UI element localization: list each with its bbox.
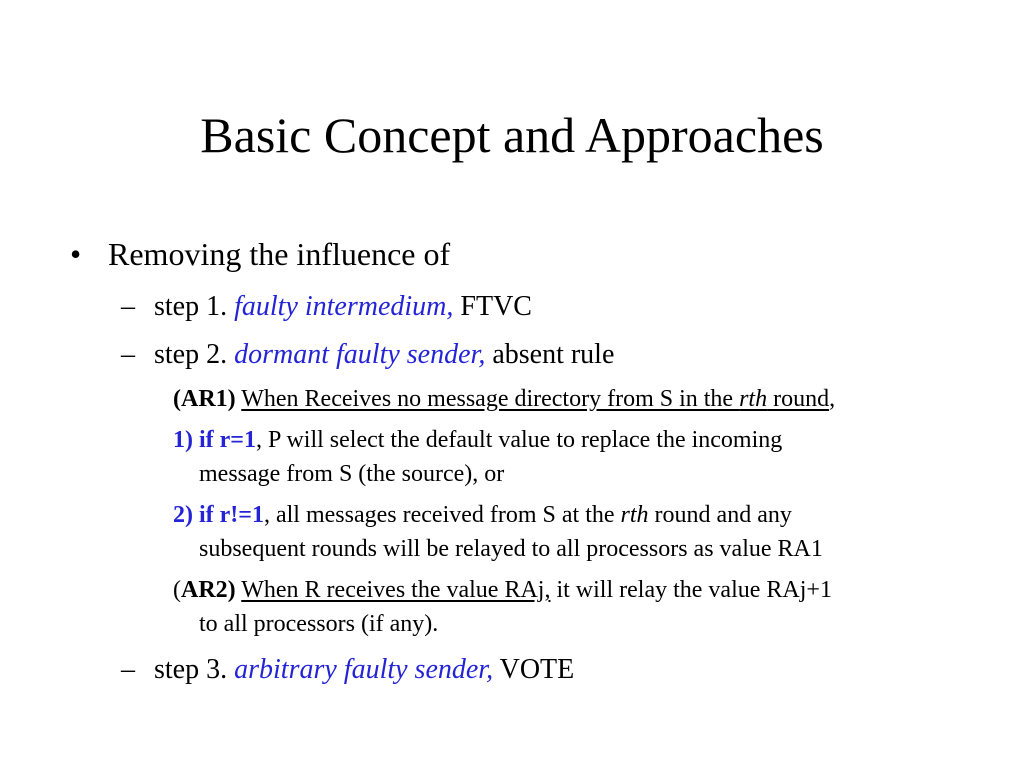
rule-1-text-line2: message from S (the source), or [199,461,505,487]
rule-2-text-a: , all messages received from S at the [263,502,621,528]
ar2-underlined-text: When R receives the value RAj, [241,577,551,603]
step-2-emphasis: dormant faulty sender, [234,339,486,370]
bullet-marker: • [70,236,82,272]
step-1-text [154,289,532,325]
rule-2-text-b: round and any [648,502,792,528]
rule-ar2 [173,573,832,641]
rule-1 [173,423,782,491]
step-2-prefix: step 2. [154,339,235,370]
ar2-text-line1: it will relay the value RAj+1 [550,577,832,603]
rule-2-text-line2: subsequent rounds will be relayed to all processors as value RA1 [199,536,823,562]
dash-marker: – [121,654,135,685]
step-2-text [154,337,614,373]
step-1-suffix: FTVC [453,291,532,322]
rule-1-label: 1) if r=1 [173,427,256,453]
slide-title: Basic Concept and Approaches [200,107,824,163]
step-1-prefix: step 1. [154,291,235,322]
ar2-open-paren: ( [173,577,181,603]
step-2-suffix: absent rule [485,339,615,370]
rule-2-label: 2) if r!=1 [173,502,264,528]
ar1-text-b: round [767,386,830,412]
step-3-suffix: VOTE [493,654,575,685]
ar1-tail: , [829,386,836,412]
ar1-label: (AR1) [173,386,236,412]
step-1-emphasis: faulty intermedium, [234,291,454,322]
bullet-text: Removing the influence of [108,236,451,272]
step-3-text [154,652,574,688]
dash-marker: – [121,339,135,370]
rule-ar1 [173,382,835,416]
rule-2-text-rth: rth [620,502,649,528]
dash-marker: – [121,291,135,322]
rule-1-text-line1: , P will select the default value to replace the incoming [255,427,783,453]
rule-2 [173,498,823,566]
ar1-text-rth: rth [739,386,768,412]
ar1-underlined-text [241,386,829,412]
step-3-emphasis: arbitrary faulty sender, [234,654,494,685]
step-3-prefix: step 3. [154,654,235,685]
ar1-text-a: When Receives no message directory from S in the [241,386,740,412]
ar2-label: AR2) [181,577,236,603]
ar2-text-line2: to all processors (if any). [199,611,439,637]
